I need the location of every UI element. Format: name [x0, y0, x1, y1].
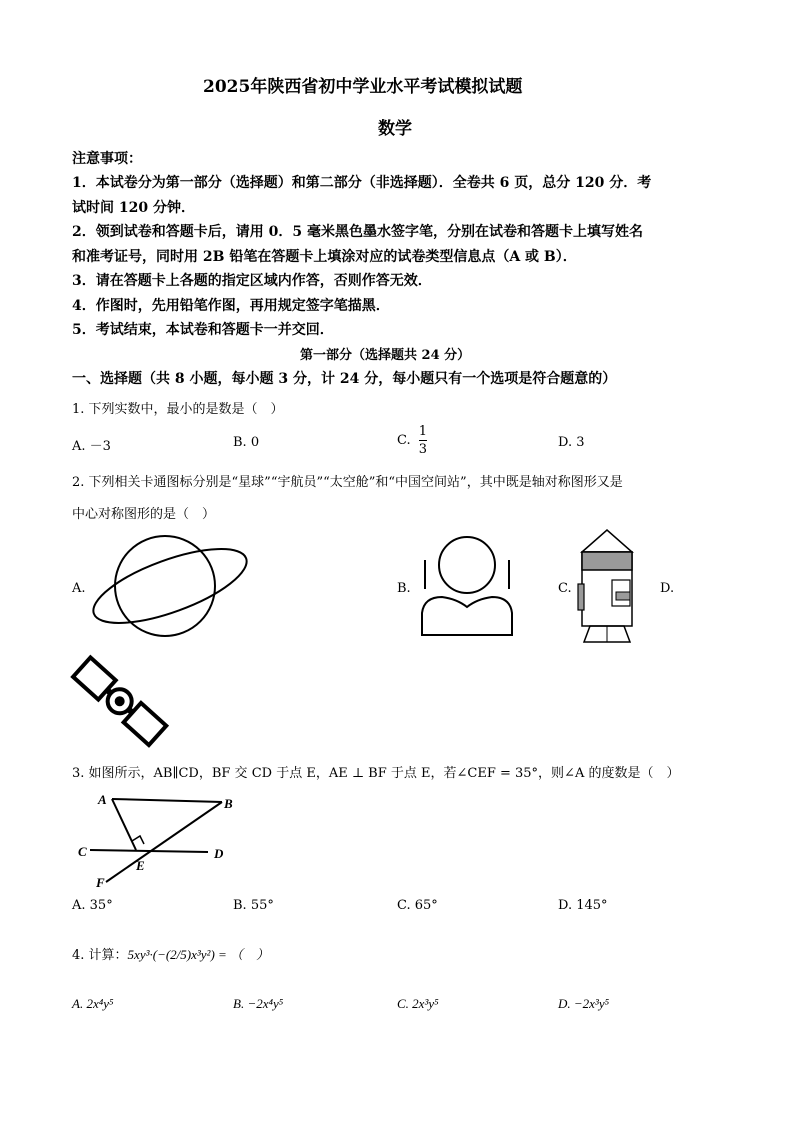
- q1-option-b: B. 0: [233, 435, 260, 450]
- part1-heading: 第一部分（选择题共 24 分）: [300, 348, 471, 363]
- q3-stem: 3. 如图所示，AB∥CD，BF 交 CD 于点 E，AE ⊥ BF 于点 E，若∠CEF = 35°，则∠A 的度数是（ ）: [72, 766, 680, 781]
- planet-icon: [90, 540, 250, 640]
- q2-stem-line1: 2. 下列相关卡通图标分别是“星球”“宇航员”“太空舱”和“中国空间站”，其中既是轴对称图形又是: [72, 475, 623, 490]
- fraction-denominator: 3: [418, 442, 428, 457]
- q3-option-a: A. 35°: [72, 898, 113, 913]
- notes-heading: 注意事项：: [72, 151, 142, 167]
- q3-option-b: B. 55°: [233, 898, 274, 913]
- q3-option-d: D. 145°: [558, 898, 608, 913]
- q4-option-c: C. 2x³y⁵: [397, 996, 439, 1011]
- note-1b: 试时间 120 分钟．: [72, 200, 195, 216]
- q1-option-c: [397, 425, 427, 456]
- point-d-label: D: [214, 846, 224, 861]
- note-2a: 2．领到试卷和答题卡后，请用 0．5 毫米黑色墨水签字笔，分别在试卷和答题卡上填写姓名: [72, 224, 643, 240]
- q2-stem-line2: 中心对称图形的是（ ）: [72, 507, 216, 522]
- q4-stem: [72, 944, 269, 963]
- q4-stem-prefix: 4. 计算：: [72, 948, 128, 963]
- section-heading: 一、选择题（共 8 小题，每小题 3 分，计 24 分，每小题只有一个选项是符合题意的）: [72, 371, 617, 387]
- note-1a: 1．本试卷分为第一部分（选择题）和第二部分（非选择题）．全卷共 6 页，总分 120 分．考: [72, 175, 652, 191]
- q1-fraction: [419, 425, 427, 456]
- note-2b: 和准考证号，同时用 2B 铅笔在答题卡上填涂对应的试卷类型信息点（A 或 B）．: [72, 249, 577, 265]
- q4-option-b: B. −2x⁴y⁵: [233, 996, 284, 1011]
- point-a-label: A: [98, 792, 107, 807]
- space-station-icon: [72, 652, 168, 750]
- q2-option-a: A.: [72, 581, 86, 596]
- q2-option-d: D.: [660, 581, 675, 596]
- note-3: 3．请在答题卡上各题的指定区域内作答，否则作答无效．: [72, 273, 432, 289]
- note-4: 4．作图时，先用铅笔作图，再用规定签字笔描黑．: [72, 298, 390, 314]
- point-b-label: B: [224, 796, 233, 811]
- q3-option-c: C. 65°: [397, 898, 438, 913]
- page-title: 2025年陕西省初中学业水平考试模拟试题: [203, 77, 523, 97]
- fraction-numerator: 1: [418, 424, 428, 439]
- q4-expression: 5xy³·(−(2/5)x³y²) = （ ）: [127, 947, 270, 962]
- point-e-label: E: [136, 858, 145, 873]
- q4-option-d: D. −2x³y⁵: [558, 996, 610, 1011]
- q1-stem: 1. 下列实数中，最小的是数是（ ）: [72, 402, 284, 417]
- fraction-bar: [419, 440, 427, 441]
- q1-option-d: D. 3: [558, 435, 585, 450]
- q4-option-a: A. 2x⁴y⁵: [72, 996, 114, 1011]
- q2-option-b: B.: [397, 581, 411, 596]
- q2-option-c: C.: [558, 581, 572, 596]
- point-c-label: C: [78, 844, 87, 859]
- q3-geometry-figure: [76, 790, 236, 890]
- point-f-label: F: [96, 875, 105, 890]
- space-capsule-icon: [576, 528, 638, 648]
- note-5: 5．考试结束，本试卷和答题卡一并交回．: [72, 322, 334, 338]
- q1-option-a: A. －3: [72, 439, 111, 454]
- astronaut-icon: [412, 535, 522, 640]
- subject-title: 数学: [378, 119, 412, 139]
- q1-option-c-label: C.: [397, 433, 411, 448]
